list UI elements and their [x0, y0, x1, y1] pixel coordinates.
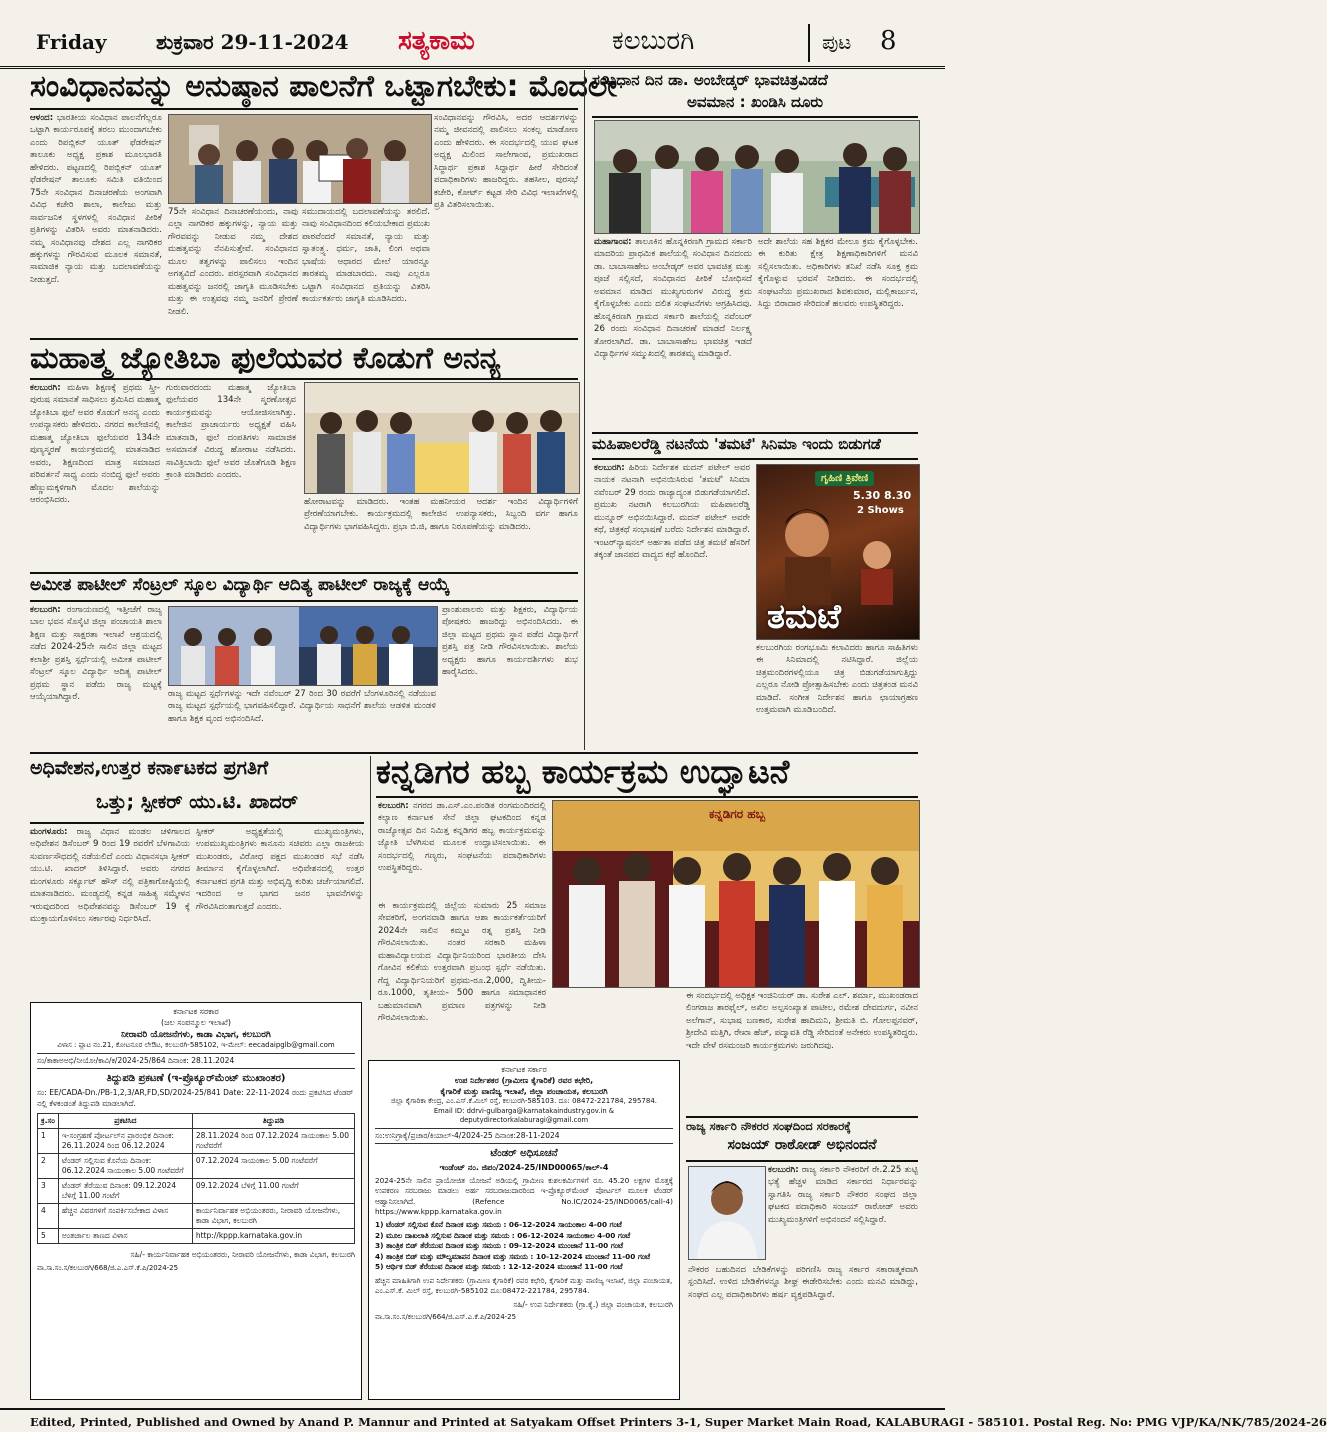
list-item: 4) ತಾಂತ್ರಿಕ ಬಿಡ್ ಮತ್ತು ಮೌಲ್ಯಮಾಪನ ದಿನಾಂಕ ಮತ್ತು ಸಮಯ : 10-12-2024 ಮುಂಜಾನೆ 11-00 ಗಂಟೆ [375, 1251, 651, 1261]
tender1-cell-sl: 1 [38, 1129, 59, 1154]
photo-phule [304, 382, 580, 494]
article-tamate-col2: ಕಲಬುರಗಿಯ ರಂಗಭೂಮಿ ಕಲಾವಿದರು ಹಾಗೂ ಸಾಹಿತಿಗಳು ಈ ಸಿನಿಮಾದಲ್ಲಿ ನಟಿಸಿದ್ದಾರೆ. ಜಿಲ್ಲೆಯ ಚಿತ್ರಮಂದಿರಗಳಲ್ಲಿಯೂ ಚಿತ್ರ ಬಿಡುಗಡೆಯಾಗುತ್ತಿದ್ದು ಎಲ್ಲರೂ ನೋಡಿ ಪ್ರೋತ್ಸಾಹಿಸಬೇಕು ಎಂದು ಚಿತ್ರತಂಡ ಮನವಿ ಮಾಡಿದೆ. ಸಂಗೀತ ನಿರ್ದೇಶನ ಹಾಗೂ ಛಾಯಾಗ್ರಹಣ ಉತ್ತಮವಾಗಿ ಮೂಡಿಬಂದಿದೆ. [756, 643, 918, 716]
headline-sanjay-2: ಸಂಜಯ್ ರಾಠೋಡ್ ಅಭಿನಂದನೆ [727, 1137, 877, 1153]
headline-kannada-fest: ಕನ್ನಡಿಗರ ಹಬ್ಬ ಕಾರ್ಯಕ್ರಮ ಉದ್ಘಾಟನೆ [376, 752, 790, 791]
tender1-cell-sl: 2 [38, 1154, 59, 1179]
photo-ambedkar [594, 120, 920, 234]
article-tamate-col1: ಕಲಬುರಗಿ: ಹಿರಿಯ ನಿರ್ದೇಶಕ ಮದನ್ ಪಟೇಲ್ ಅವರ ನಾಯಕ ನಟನಾಗಿ ಅಭಿನಯಿಸಿರುವ 'ತಮಟೆ' ಸಿನಿಮಾ ನವೆಂಬರ್ 29 ರಂದು ರಾಜ್ಯಾದ್ಯಂತ ಬಿಡುಗಡೆಯಾಗಲಿದೆ. ಪ್ರಮುಖ ನಟರಾಗಿ ಕಲಬುರಗಿಯ ಮಹಿಪಾಲರೆಡ್ಡಿ ಮುನ್ನೂರ್ ಅಭಿನಯಿಸಿದ್ದಾರೆ. ಮದನ್ ಪಟೇಲ್ ಅವರೇ ಕಥೆ, ಚಿತ್ರಕಥೆ ಸಂಭಾಷಣೆ ಬರೆದು ನಿರ್ದೇಶನ ಮಾಡಿದ್ದಾರೆ. ಇಂಟರ್‌ನ್ಯಾಷನಲ್ ಅರ್ಹತಾ ಪಡೆದ ಚಿತ್ರ ತಮಟೆ ಹೆಸರಿಗೆ ತಕ್ಕಂತೆ ಜಾನಪದ ವಾದ್ಯದ ಕಥೆ ಹೊಂದಿದೆ. [594, 463, 751, 561]
tender1-cell-corrected: 09.12.2024 ಬೆಳಿಗ್ಗೆ 11.00 ಗಂಟೆಗೆ [192, 1179, 354, 1204]
tender2-sign: ಸಹಿ/- ಉಪ ನಿರ್ದೇಶಕರು (ಗ್ರಾ.ಕೈ.) ಜಿಲ್ಲಾ ಪಂಚಾಯತ, ಕಲಬುರಗಿ [513, 1300, 673, 1310]
tender1-cell-corrected: 07.12.2024 ಸಾಯಂಕಾಲ 5.00 ಗಂಟೆವರೆಗೆ [192, 1154, 354, 1179]
tender1-cell-sl: 4 [38, 1204, 59, 1229]
headline-amit-patil: ಅಮೀತ ಪಾಟೀಲ್ ಸೆಂಟ್ರಲ್ ಸ್ಕೂಲ ವಿದ್ಯಾರ್ಥಿ ಆದಿತ್ಯ ಪಾಟೀಲ್ ರಾಜ್ಯಕ್ಕೆ ಆಯ್ಕೆ [30, 575, 450, 595]
headline-constitution: ಸಂವಿಧಾನವನ್ನು ಅನುಷ್ಠಾನ ಪಾಲನೆಗೆ ಒಟ್ಟಾಗಬೇಕು: ಮೊದಲೇ [30, 69, 618, 104]
table-row [38, 1154, 355, 1179]
tender1-col-published: ಪ್ರಕಟಿಸಿದ [58, 1114, 192, 1129]
tender1-sign: ಸಹಿ/- ಕಾರ್ಯನಿರ್ವಾಹಕ ಅಭಿಯಂತರರು, ನೀರಾವರಿ ಯೋಜನೆಗಳು, ಕಾಡಾ ವಿಭಾಗ, ಕಲಬುರಗಿ [130, 1250, 355, 1260]
photo-sanjay [688, 1166, 766, 1260]
tender1-cell-corrected: 28.11.2024 ರಿಂದ 07.12.2024 ಸಾಯಂಕಾಲ 5.00 ಗಂಟೆವರೆಗೆ [192, 1129, 354, 1154]
headline-session-1: ಅಧಿವೇಶನ,ಉತ್ತರ ಕನಾ೯ಟಕದ ಪ್ರಗತಿಗೆ [30, 757, 269, 779]
article-amit-patil-col1: ಕಲಬುರಗಿ: ರಂಗಾಯಣದಲ್ಲಿ ಇತ್ತೀಚೆಗೆ ರಾಜ್ಯ ಬಾಲ ಭವನ ಸೊಸೈಟಿ ಜಿಲ್ಲಾ ಪಂಚಾಯತಿ ಶಾಲಾ ಶಿಕ್ಷಣ ಮತ್ತು ಸಾಕ್ಷರತಾ ಇಲಾಖೆ ಆಶ್ರಯದಲ್ಲಿ ನಡೆದ 2024-25ನೇ ಸಾಲಿನ ಜಿಲ್ಲಾ ಮಟ್ಟದ ಕಲಾಶ್ರೀ ಪ್ರಶಸ್ತಿ ಸ್ಪರ್ಧೆಯಲ್ಲಿ ಅಮೀತ ಪಾಟೀಲ್ ಸೆಂಟ್ರಲ್ ಸ್ಕೂಲ ವಿದ್ಯಾರ್ಥಿ ಆದಿತ್ಯ ಪಾಟೀಲ್ ಪ್ರಥಮ ಸ್ಥಾನ ಪಡೆದು ರಾಜ್ಯ ಮಟ್ಟಕ್ಕೆ ಆಯ್ಕೆಯಾಗಿದ್ದಾರೆ. [30, 605, 162, 703]
masthead-day: Friday [36, 30, 107, 54]
table-row [38, 1129, 355, 1154]
headline-ambedkar-1: ಸಂವಿಧಾನ ದಿನ ಡಾ. ಅಂಬೇಡ್ಕರ್ ಭಾವಚಿತ್ರವಿಡದೆ [592, 71, 828, 89]
article-phule-col1: ಕಲಬುರಗಿ: ಮಹಿಳಾ ಶಿಕ್ಷಣಕ್ಕೆ ಪ್ರಥಮ ಸ್ತ್ರೀ-ಪುರುಷ ಸಮಾನತೆ ಸಾಧಿಸಲು ಶ್ರಮಿಸಿದ ಮಹಾತ್ಮ ಜ್ಯೋತಿಬಾ ಫುಲೆ ಅವರ ಕೊಡುಗೆ ಅನನ್ಯ ಎಂದು ಉಪನ್ಯಾಸಕರು ಹೇಳಿದರು. ನಗರದ ಕಾಲೇಜಿನಲ್ಲಿ ಮಹಾತ್ಮ ಜ್ಯೋತಿಬಾ ಫುಲೆಯವರ 134ನೇ ಪುಣ್ಯಸ್ಮರಣೆ ಕಾರ್ಯಕ್ರಮದಲ್ಲಿ ಮಾತನಾಡಿದ ಅವರು, ಶಿಕ್ಷಣದಿಂದ ಮಾತ್ರ ಸಮಾಜದ ಪರಿವರ್ತನೆ ಸಾಧ್ಯ ಎಂದು ನಂಬಿದ್ದ ಫುಲೆ ಅವರು ಹೆಣ್ಣುಮಕ್ಕಳಿಗಾಗಿ ಮೊದಲ ಶಾಲೆಯನ್ನು ಆರಂಭಿಸಿದರು. [30, 383, 161, 506]
masthead-paper-name: ಸತ್ಯಕಾಮ [398, 26, 475, 56]
article-constitution-col4: ಸಂವಿಧಾನವನ್ನು ಗೌರವಿಸಿ, ಅದರ ಆದರ್ಶಗಳನ್ನು ನಮ್ಮ ಜೀವನದಲ್ಲಿ ಪಾಲಿಸಲು ಸಂಕಲ್ಪ ಮಾಡೋಣ ಎಂದು ಹೇಳಿದರು. ಈ ಸಂದರ್ಭದಲ್ಲಿ ಯುವ ಘಟಕ ಅಧ್ಯಕ್ಷ ಮಿಲಿಂದ ಸಾಲೇಗಾಂವ, ಪ್ರಮುಖರಾದ ಸಿದ್ಧಾರ್ಥ ಪ್ರಕಾಶ ಸಿದ್ದಾರ್ಥ ಹೀರೆ ಸೇರಿದಂತೆ ಪದಾಧಿಕಾರಿಗಳು ಹಾಜರಿದ್ದರು. ತಹಸೀಲ, ಪುರಸಭೆ ಕಚೇರಿ, ಕೋರ್ಟ್ ಕಟ್ಟಡ ಸೇರಿ ವಿವಿಧ ಇಲಾಖೆಗಳಲ್ಲಿ ಪ್ರತಿ ವಿತರಿಸಲಾಯಿತು. [434, 113, 578, 211]
page-label: ಪುಟ [822, 30, 852, 54]
photo-kannada-fest [552, 800, 920, 988]
tender1-cell-sl: 3 [38, 1179, 59, 1204]
poster-title: ತಮಟೆ [767, 597, 841, 637]
article-kannada-fest-col2: ಈ ಕಾರ್ಯಕ್ರಮದಲ್ಲಿ ಜಿಲ್ಲೆಯ ಸುಮಾರು 25 ಸಮಾಜ ಸೇವಕರಿಗೆ, ಅಂಗನವಾಡಿ ಹಾಗೂ ಆಶಾ ಕಾರ್ಯಕರ್ತೆಯರಿಗೆ 2024ನೇ ಸಾಲಿನ ಕಮ್ಮಟ ರತ್ನ ಪ್ರಶಸ್ತಿ ನೀಡಿ ಗೌರವಿಸಲಾಯಿತು. ನಂತರ ಸರಕಾರಿ ಮಹಿಳಾ ಮಹಾವಿದ್ಯಾಲಯದ ವಿದ್ಯಾರ್ಥಿನಿಯರಿಂದ ಭಾರತೀಯ ದೇಸಿ ಗೋವಿನ ಕಲಿಕೆಯ ಉತ್ತರವಾಗಿ ಪ್ರಬಂಧ ಸ್ಪರ್ಧೆ ನಡೆಯಿತು. ಗೆದ್ದ ವಿದ್ಯಾರ್ಥಿನಿಯರಿಗೆ ಪ್ರಥಮ-ರೂ.2,000, ದ್ವಿತೀಯ-ರೂ.1000, ತೃತೀಯ- 500 ಹಾಗೂ ಸಮಾಧಾನಕರ ಬಹುಮಾನವಾಗಿ ಪ್ರಮಾಣ ಪತ್ರಗಳನ್ನು ನೀಡಿ ಗೌರವಿಸಲಾಯಿತು. [378, 901, 546, 1024]
fest-banner-text: ಕನ್ನಡಿಗರ ಹಬ್ಬ [709, 807, 766, 821]
tender2-email: Email ID: ddrvi-gulbarga@karnatakaindustry.gov.in & deputydirectorkalaburagi@gmail.com [433, 1106, 615, 1124]
article-session-col2: ಸ್ಪೀಕರ್ ಅಧ್ಯಕ್ಷತೆಯಲ್ಲಿ ಮುಖ್ಯಮಂತ್ರಿಗಳು, ಉಪಮುಖ್ಯಮಂತ್ರಿಗಳು ಕಾನೂನು ಸಚಿವರು ಎಲ್ಲಾ ರಾಜಕೀಯ ಮುಖಂಡರು, ವಿರೋಧ ಪಕ್ಷದ ಮುಖಂಡರ ಸಭೆ ನಡೆಸಿ ತೀರ್ಮಾನ ಕೈಗೊಳ್ಳಲಾಗಿದೆ. ಅಧಿವೇಶನದಲ್ಲಿ ಉತ್ತರ ಕರ್ನಾಟಕದ ಪ್ರಗತಿ ಮತ್ತು ಅಭಿವೃದ್ಧಿ ಕುರಿತು ಚರ್ಚೆಯಾಗಲಿದೆ. ಇದರಿಂದ ಆ ಭಾಗದ ಜನರ ಭಾವನೆಗಳನ್ನು ಗೌರವಿಸಿದಂತಾಗುತ್ತದೆ ಎಂದರು. [196, 827, 364, 912]
page-number: 8 [880, 26, 897, 56]
article-amit-patil-col2: ರಾಜ್ಯ ಮಟ್ಟದ ಸ್ಪರ್ಧೆಗಳನ್ನು ಇದೇ ನವೆಂಬರ್ 27 ರಿಂದ 30 ರವರೆಗೆ ಬೆಂಗಳೂರಿನಲ್ಲಿ ನಡೆಯುವ ರಾಜ್ಯ ಮಟ್ಟದ ಸ್ಪರ್ಧೆಯಲ್ಲಿ ಭಾಗವಹಿಸಲಿದ್ದಾರೆ. ವಿದ್ಯಾರ್ಥಿಯ ಸಾಧನೆಗೆ ಶಾಲೆಯ ಆಡಳಿತ ಮಂಡಳಿ ಹಾಗೂ ಶಿಕ್ಷಕ ವೃಂದ ಅಭಿನಂದಿಸಿದೆ. [168, 689, 436, 724]
tender2-schedule [375, 1220, 673, 1273]
tender2-note: ಹೆಚ್ಚಿನ ಮಾಹಿತಿಗಾಗಿ ಉಪ ನಿರ್ದೇಶಕರು (ಗ್ರಾಮೀಣ ಕೈಗಾರಿಕೆ) ರವರ ಕಛೇರಿ, ಕೈಗಾರಿಕೆ ಮತ್ತು ವಾಣಿಜ್ಯ ಇಲಾಖೆ, ಜಿಲ್ಲಾ ಪಂಚಾಯತ, ಎಂ.ಎಸ್.ಕೆ. ಮಿಲ್ ರಸ್ತೆ, ಕಲಬುರಗಿ-585102 ದೂ:08472-221784, 295784. [375, 1275, 673, 1295]
poster-tamate [756, 464, 920, 640]
article-kannada-fest-col1: ಕಲಬುರಗಿ: ನಗರದ ಡಾ.ಎಸ್.ಎಂ.ಪಂಡಿತ ರಂಗಮಂದಿರದಲ್ಲಿ ಕಲ್ಯಾಣ ಕರ್ನಾಟಕ ಸೇನೆ ಜಿಲ್ಲಾ ಘಟಕದಿಂದ ಕನ್ನಡ ರಾಜ್ಯೋತ್ಸವ ದಿನ ನಿಮಿತ್ತ ಕನ್ನಡಿಗರ ಹಬ್ಬ ಕಾರ್ಯಕ್ರಮವನ್ನು ಜ್ಯೋತಿ ಬೆಳಗಿಸುವ ಮೂಲಕ ಉದ್ಘಾಟಿಸಲಾಯಿತು. ಈ ಸಂದರ್ಭದಲ್ಲಿ ಗಣ್ಯರು, ಸಂಘಟನೆಯ ಪದಾಧಿಕಾರಿಗಳು ಉಪಸ್ಥಿತರಿದ್ದರು. [378, 801, 547, 874]
masthead-date: ಶುಕ್ರವಾರ 29-11-2024 [156, 30, 349, 54]
list-item: 1) ಟೆಂಡರ್ ಸಲ್ಲಿಸುವ ಕೊನೆ ದಿನಾಂಕ ಮತ್ತು ಸಮಯ : 06-12-2024 ಸಾಯಂಕಾಲ 4-00 ಗಂಟೆ [375, 1219, 622, 1229]
tender1-org1: ಕರ್ನಾಟಕ ಸರಕಾರ [173, 1007, 219, 1016]
tender1-cell-corrected: http://kppp.karnataka.gov.in [192, 1229, 354, 1244]
list-item: 2) ಮೂಲ ದಾಖಲಾತಿ ಸಲ್ಲಿಸುವ ದಿನಾಂಕ ಮತ್ತು ಸಮಯ : 06-12-2024 ಸಾಯಂಕಾಲ 4-00 ಗಂಟೆ [375, 1230, 631, 1240]
article-ambedkar-col1: ಮಹಾಗಾಂವ: ತಾಲೂಕಿನ ಹೊನ್ನಕಿರಣಗಿ ಗ್ರಾಮದ ಸರ್ಕಾರಿ ಮಾದರಿಯ ಪ್ರಾಥಮಿಕ ಶಾಲೆಯಲ್ಲಿ ಸಂವಿಧಾನ ದಿನದಂದು ಡಾ. ಬಾಬಾಸಾಹೇಬ ಅಂಬೇಡ್ಕರ್ ಅವರ ಭಾವಚಿತ್ರ ಮತ್ತು ಪೂಜೆ ಸಲ್ಲಿಸದೆ, ಸಂವಿಧಾನದ ಪೀಠಿಕೆ ಬೋಧಿಸದೆ ಅವಮಾನ ಮಾಡಿದ ಮುಖ್ಯಗುರುಗಳ ವಿರುದ್ಧ ಕ್ರಮ ಕೈಗೊಳ್ಳಬೇಕು ಎಂದು ದಲಿತ ಸಂಘಟನೆಗಳು ಆಗ್ರಹಿಸಿದವು. ಹೊನ್ನಕಿರಣಗಿ ಗ್ರಾಮದ ಸರ್ಕಾರಿ ಶಾಲೆಯಲ್ಲಿ ನವೆಂಬರ್ 26 ರಂದು ಸಂವಿಧಾನ ದಿನಾಚರಣೆ ಮಾಡದೆ ನಿರ್ಲಕ್ಷ್ಯ ತೋರಲಾಗಿದೆ. ಡಾ. ಬಾಬಾಸಾಹೇಬ ಭಾವಚಿತ್ರ ಇಡದೆ ವಿದ್ಯಾರ್ಥಿಗಳ ಸಮ್ಮುಖದಲ್ಲಿ ತಾರತಮ್ಯ ಮಾಡಿದ್ದಾರೆ. [594, 237, 752, 360]
tender1-cell-published: ಟೆಂಡರ್ ಸಲ್ಲಿಸುವ ಕೊನೆಯ ದಿನಾಂಕ: 06.12.2024 ಸಾಯಂಕಾಲ 5.00 ಗಂಟೆವರೆಗೆ [58, 1154, 192, 1179]
tender1-table [37, 1113, 355, 1244]
masthead-city: ಕಲಬುರಗಿ [612, 26, 695, 56]
article-kannada-fest-col3: ಈ ಸಂದರ್ಭದಲ್ಲಿ ಅಧಿಕ್ಷಕ ಇಂಜಿನಿಯರ್ ಡಾ. ಸುರೇಶ ಎಲ್. ಶರ್ಮಾ, ಮುಖಂಡರಾದ ಲಿಂಗರಾಜ ತಾರಫೈಲ್, ಅಖಿಲ ಅಲ್ಪಸಂಖ್ಯಾತ ಪಾಟೀಲ, ರಮೇಶ ದೇವದುರ್ಗ, ನವೀನ ಅಲೆಗಾನ್, ಸುಭಾಷ ಬಣಕಾರ, ಸುರೇಶ ಹಾದಿಮನಿ, ಶ್ರೀಮತಿ ಬಿ. ಗೋಲಪ್ಪನವರ್, ಶ್ರೀದೇವಿ ಮತ್ತಿಗಿ, ರೇಖಾ ಹೆಚ್, ಪದ್ಮಾವತಿ ರೆಡ್ಡಿ ಸೇರಿದಂತೆ ಅನೇಕರು ಉಪಸ್ಥಿತರಿದ್ದರು. ಇದೇ ವೇಳೆ ರಸಮಂಜರಿ ಕಾರ್ಯಕ್ರಮಗಳು ಜರುಗಿದವು. [686, 991, 918, 1051]
article-constitution-col1: ಆಳಂದ: ಭಾರತೀಯ ಸಂವಿಧಾನ ಪಾಲನೆಗೆಲ್ಲರೂ ಒಟ್ಟಾಗಿ ಕಾರ್ಯರೂಪಕ್ಕೆ ತರಲು ಮುಂದಾಗಬೇಕು ಎಂದು ರಿಪಬ್ಲಿಕನ್ ಯೂತ್ ಫೆಡರೇಷನ್ ತಾಲೂಕು ಅಧ್ಯಕ್ಷ ಪ್ರಕಾಶ ಮೂಲಭಾರತಿ ಹೇಳಿದರು. ಪಟ್ಟಣದಲ್ಲಿ ರಿಪಬ್ಲಿಕನ್ ಯೂತ್ ಫೆಡರೇಷನ್ ತಾಲೂಕು ಸಮಿತಿ ವತಿಯಿಂದ 75ನೇ ಸಂವಿಧಾನ ದಿನಾಚರಣೆಯ ಅಂಗವಾಗಿ ವಿವಿಧ ಕಚೇರಿ ಶಾಲಾ, ಕಾಲೇಜು ಮತ್ತು ಸಾರ್ವಜನಿಕ ಸ್ಥಳಗಳಲ್ಲಿ ಸಂವಿಧಾನ ಪೀಠಿಕೆ ಪ್ರತಿಗಳನ್ನು ವಿತರಿಸಿ ಅವರು ಮಾತನಾಡಿದರು. ನಮ್ಮ ಸಂವಿಧಾನವು ದೇಶದ ಎಲ್ಲ ನಾಗರಿಕರ ಹಕ್ಕುಗಳನ್ನು ಗೌರವಿಸುವ ಮೂಲಕ ಸಮಾನತೆ, ಸಾಮಾಜಿಕ ನ್ಯಾಯ ಮತ್ತು ಬದಲಾವಣೆಯನ್ನು ನೀಡುತ್ತದೆ. [30, 113, 162, 285]
tender1-ref: ಸಂ/ಕಾಕಾಅಅಭಿ/ನೀಯೋ/ಕಾವಿ/ಕ/2024-25/864 ದಿನಾಂಕ: 28.11.2024 [37, 1053, 355, 1069]
page-number-box [808, 24, 940, 62]
table-row [38, 1204, 355, 1229]
article-constitution-col2: 75ನೇ ಸಂವಿಧಾನ ದಿನಾಚರಣೆಯಂದು, ನಾವು ಎಲ್ಲಾ ನಾಗರಿಕರ ಹಕ್ಕುಗಳನ್ನು, ನ್ಯಾಯ ಮತ್ತು ಗೌರವವನ್ನು ನೀಡುವ ನಮ್ಮ ದೇಶದ ಮಹತ್ವವನ್ನು ನೆನಪಿಸುತ್ತೇವೆ. ಸಂವಿಧಾನದ ಮೂಲ ತತ್ವಗಳನ್ನು ಪಾಲಿಸಲು ಇಂದಿನ ಅಗತ್ಯವಿದೆ ಎಂದರು. ಪರಸ್ಪರವಾಗಿ ಸಂವಿಧಾನದ ಮಹತ್ವವನ್ನು ಜನರಲ್ಲಿ ಜಾಗೃತಿ ಮೂಡಿಸಬೇಕು ಮತ್ತು ಈ ಉತ್ಸವವು ನಮ್ಮ ಜನರಿಗೆ ಪ್ರೇರಣೆ ನೀಡಲಿ. [168, 207, 298, 317]
poster-shows: 2 Shows [857, 505, 904, 516]
article-session-col1: ಮಂಗಳೂರು: ರಾಜ್ಯ ವಿಧಾನ ಮಂಡಲ ಚಳಿಗಾಲದ ಅಧಿವೇಶನ ಡಿಸೆಂಬರ್ 9 ರಿಂದ 19 ರವರೆಗೆ ಬೆಳಗಾವಿಯ ಸುವರ್ಣಸೌಧದಲ್ಲಿ ನಡೆಯಲಿದೆ ಎಂದು ವಿಧಾನಸಭಾ ಸ್ಪೀಕರ್ ಯು.ಟಿ. ಖಾದರ್ ತಿಳಿಸಿದ್ದಾರೆ. ಅವರು ನಗರದ ಮಂಗಳೂರು ಸರ್ಕ್ಯೂಟ್ ಹೌಸ್ ನಲ್ಲಿ ಪತ್ರಿಕಾಗೋಷ್ಠಿಯಲ್ಲಿ ಮಾತನಾಡಿದರು. ಮಂಡ್ಯದಲ್ಲಿ ಕನ್ನಡ ಸಾಹಿತ್ಯ ಸಮ್ಮೇಳನ ಇರುವುದರಿಂದ ಅಧಿವೇಶನವನ್ನು ಡಿಸೆಂಬರ್ 19 ಕ್ಕೆ ಮುಕ್ತಾಯಗೊಳಿಸಲು ಸರ್ಕಾರವು ನಿರ್ಧರಿಸಿದೆ. [30, 827, 190, 925]
tender2-address: ಜಿಲ್ಲಾ ಕೈಗಾರಿಕಾ ಕೇಂದ್ರ, ಎಂ.ಎಸ್.ಕೆ.ಮಿಲ್ ರಸ್ತೆ, ಕಲಬುರಗಿ-585103. ದೂ: 08472-221784, 295784. [390, 1097, 657, 1106]
tender1-cell-corrected: ಕಾರ್ಯನಿರ್ವಾಹಕ ಅಭಿಯಂತರರು, ನೀರಾವರಿ ಯೋಜನೆಗಳು, ಕಾಡಾ ವಿಭಾಗ, ಕಲಬುರಗಿ [192, 1204, 354, 1229]
tender2-indent: ಇಂಡೆಂಟ್ ನಂ. ಜಿಪಂ/2024-25/IND00065/ಕಾಲ್-4 [439, 1163, 609, 1173]
tender1-ref-foot: ವಾ.ಸಾ.ಸಂ.ಸ/ಕಲಬುರಗಿ/668/ಜಿ.ಎ.ಎಸ್.ಕೆ.ಪಿ/2024-25 [37, 1264, 179, 1273]
tender2-title: ಟೆಂಡರ್ ಅಧಿಸೂಚನೆ [490, 1148, 558, 1160]
article-phule-col2: ಗುರುವಾರದಂದು ಮಹಾತ್ಮ ಜ್ಯೋತಿಬಾ ಫುಲೆಯವರ 134ನೇ ಸ್ಮರಣೋತ್ಸವ ಕಾರ್ಯಕ್ರಮವನ್ನು ಆಯೋಜಿಸಲಾಗಿತ್ತು. ಕಾಲೇಜಿನ ಪ್ರಾಚಾರ್ಯರು ಅಧ್ಯಕ್ಷತೆ ವಹಿಸಿ ಮಾತನಾಡಿ, ಫುಲೆ ದಂಪತಿಗಳು ಸಾಮಾಜಿಕ ಅಸಮಾನತೆ ವಿರುದ್ಧ ಹೋರಾಟ ನಡೆಸಿದರು. ಸಾವಿತ್ರಿಬಾಯಿ ಫುಲೆ ಅವರ ಜೊತೆಗೂಡಿ ಶಿಕ್ಷಣ ಕ್ರಾಂತಿ ಮಾಡಿದರು ಎಂದರು. [166, 383, 296, 481]
article-ambedkar-col2: ಅದೇ ಶಾಲೆಯ ಸಹ ಶಿಕ್ಷಕರ ಮೇಲೂ ಕ್ರಮ ಕೈಗೊಳ್ಳಬೇಕು. ಈ ಕುರಿತು ಕ್ಷೇತ್ರ ಶಿಕ್ಷಣಾಧಿಕಾರಿಗಳಿಗೆ ಮನವಿ ಸಲ್ಲಿಸಲಾಯಿತು. ಅಧಿಕಾರಿಗಳು ತನಿಖೆ ನಡೆಸಿ ಸೂಕ್ತ ಕ್ರಮ ಕೈಗೊಳ್ಳುವ ಭರವಸೆ ನೀಡಿದರು. ಈ ಸಂದರ್ಭದಲ್ಲಿ ಸಂಘಟನೆಯ ಪ್ರಮುಖರಾದ ಶಿವಕುಮಾರ, ಮಲ್ಲಿಕಾರ್ಜುನ, ಸಿದ್ದು ಬಿರಾದಾರ ಸೇರಿದಂತೆ ಹಲವರು ಉಪಸ್ಥಿತರಿದ್ದರು. [758, 237, 918, 310]
tender2-body: 2024-25ನೇ ಸಾಲಿನ ಪ್ರಾಯೋಜಿತ ಯೋಜನೆ ಅಡಿಯಲ್ಲಿ ಗ್ರಾಮೀಣ ಕುಶಲಕರ್ಮಿಗಳಿಗೆ ರೂ. 45.20 ಲಕ್ಷಗಳ ಮೊತ್ತಕ್ಕೆ ಉಪಕರಣ ಸರಬರಾಜು ಮಾಡಲು ಅರ್ಹ ಸರಬರಾಜುದಾರರಿಂದ ಇ-ಪ್ರೊಕ್ಯೂರ್‌ಮೆಂಟ್ ಪೋರ್ಟಲ್ ಮೂಲಕ ಟೆಂಡರ್ ಆಹ್ವಾನಿಸಲಾಗಿದೆ. (Refence No.IC/2024-25/IND0065/call-4) https://www.kppp.karnataka.gov.in [375, 1176, 673, 1216]
headline-sanjay-1: ರಾಜ್ಯ ಸರ್ಕಾರಿ ನೌಕರರ ಸಂಘದಿಂದ ಸರಕಾರಕ್ಕೆ [686, 1119, 851, 1133]
tender1-col-sl: ಕ್ರ.ಸಂ [38, 1114, 59, 1129]
tender2-org3: ಕೈಗಾರಿಕೆ ಮತ್ತು ವಾಣಿಜ್ಯ ಇಲಾಖೆ, ಜಿಲ್ಲಾ ಪಂಚಾಯತ, ಕಲಬುರಗಿ [440, 1086, 608, 1096]
tender1-address: ವಿಳಾಸ : ಪ್ಲಾಟ ನಂ.21, ಕೋಟನೂರ ಲೇಔಟ, ಕಲಬುರಗಿ-585102, ಇ-ಮೇಲ್: eecadaipglb@gmail.com [57, 1040, 335, 1049]
photo-constitution [168, 114, 432, 204]
tender1-title: ತಿದ್ದುಪಡಿ ಪ್ರಕಟಣೆ (ಇ-ಪ್ರೊಕ್ಯೂರ್‌ಮೆಂಟ್ ಮುಖಾಂತರ) [106, 1073, 286, 1085]
tender2-ref: ಸಂ:ಉನಿಗ್ರಾಕೈ/ಪ್ರಚಾರ/ಕಿಯಾಲ್-4/2024-25 ದಿನಾಂಕ:28-11-2024 [375, 1128, 673, 1144]
tender1-cell-published: ಅಂತರ್ಜಾಲ ತಾಣದ ವಿಳಾಸ [58, 1229, 192, 1244]
tender1-cell-published: ಹೆಚ್ಚಿನ ವಿವರಗಳಿಗೆ ಸಂಪರ್ಕಿಸಬೇಕಾದ ವಿಳಾಸ [58, 1204, 192, 1229]
tender1-org2: (ಜಲ ಸಂಪನ್ಮೂಲ ಇಲಾಖೆ) [161, 1017, 231, 1027]
tender2-org1: ಕರ್ನಾಟಕ ಸರ್ಕಾರ [501, 1065, 547, 1074]
tender2-ref-foot: ವಾ.ಸಾ.ಸಂ.ಸ/ಕಲಬುರಗಿ/664/ಜಿ.ಎಸ್.ಎ.ಕೆ.ಪಿ/2024-25 [375, 1313, 517, 1322]
tender1-cell-published: ಟೆಂಡರ್ ತೆರೆಯುವ ದಿನಾಂಕ: 09.12.2024 ಬೆಳಿಗ್ಗೆ 11.00 ಗಂಟೆಗೆ [58, 1179, 192, 1204]
article-amit-patil-col3: ಪ್ರಾಂಶುಪಾಲರು ಮತ್ತು ಶಿಕ್ಷಕರು, ವಿದ್ಯಾರ್ಥಿಯ ಪೋಷಕರು ಹಾಜರಿದ್ದು ಅಭಿನಂದಿಸಿದರು. ಈ ಜಿಲ್ಲಾ ಮಟ್ಟದ ಪ್ರಥಮ ಸ್ಥಾನ ಪಡೆದ ವಿದ್ಯಾರ್ಥಿಗೆ ಪ್ರಶಸ್ತಿ ಪತ್ರ ನೀಡಿ ಗೌರವಿಸಲಾಯಿತು. ಶಾಲೆಯ ಅಧ್ಯಕ್ಷರು ಹಾಗೂ ಕಾರ್ಯದರ್ಶಿಗಳು ಶುಭ ಹಾರೈಸಿದರು. [442, 605, 578, 678]
imprint-footer: Edited, Printed, Published and Owned by Anand P. Mannur and Printed at Satyakam Offset Printers 3-1, Super Market Main Road, KALABURAGI - 585101. Postal Reg. No: PMG VJP/KA/NK/785/2024-26 [0, 1408, 945, 1432]
table-row [38, 1179, 355, 1204]
article-constitution-col3: ಸಮುದಾಯದಲ್ಲಿ ಬದಲಾವಣೆಯನ್ನು ತರಲಿದೆ. ನಾವು ಸಂವಿಧಾನದಿಂದ ಕಲಿಯಬೇಕಾದ ಪ್ರಮುಖ ಪಾಠವೆಂದರೆ ಸಮಾನತೆ, ನ್ಯಾಯ ಮತ್ತು ಸ್ವಾತಂತ್ರ್ಯ. ಧರ್ಮ, ಜಾತಿ, ಲಿಂಗ ಅಥವಾ ಭಾಷೆಯ ಆಧಾರದ ಮೇಲೆ ಯಾರನ್ನೂ ತಾರತಮ್ಯ ಮಾಡಬಾರದು. ನಾವು ಎಲ್ಲರೂ ಒಟ್ಟಾಗಿ ಸಂವಿಧಾನದ ಪ್ರತಿಯನ್ನು ವಿತರಿಸಿ ಕಾರ್ಯಕರ್ತರು ಜಾಗೃತಿ ಮೂಡಿಸಿದರು. [302, 207, 430, 305]
article-phule-col3: ಹೋರಾಟವನ್ನು ಮಾಡಿದರು. ಇಂತಹ ಮಹನೀಯರ ಆದರ್ಶ ಇಂದಿನ ವಿದ್ಯಾರ್ಥಿಗಳಿಗೆ ಪ್ರೇರಣೆಯಾಗಬೇಕು. ಕಾರ್ಯಕ್ರಮದಲ್ಲಿ ಕಾಲೇಜಿನ ಉಪನ್ಯಾಸಕರು, ಸಿಬ್ಬಂದಿ ವರ್ಗ ಹಾಗೂ ವಿದ್ಯಾರ್ಥಿಗಳು ಭಾಗವಹಿಸಿದ್ದರು. ಪ್ರಭಾ ಬಿ.ಜಿ, ಹಾಗೂ ನಿರೂಪಣೆಯನ್ನು ಮಾಡಿದರು. [304, 497, 578, 532]
article-sanjay-col2: ನೌಕರರ ಬಹುದಿನದ ಬೇಡಿಕೆಗಳನ್ನು ಪರಿಗಣಿಸಿ ರಾಜ್ಯ ಸರ್ಕಾರ ಸಕಾರಾತ್ಮಕವಾಗಿ ಸ್ಪಂದಿಸಿದೆ. ಉಳಿದ ಬೇಡಿಕೆಗಳನ್ನೂ ಶೀಘ್ರ ಈಡೇರಿಸಬೇಕು ಎಂದು ಮನವಿ ಮಾಡಿದ್ದು, ಸಂಘದ ಎಲ್ಲ ಪದಾಧಿಕಾರಿಗಳು ಹರ್ಷ ವ್ಯಕ್ತಪಡಿಸಿದ್ದಾರೆ. [688, 1265, 918, 1300]
tender2-org2: ಉಪ ನಿರ್ದೇಶಕರ (ಗ್ರಾಮೀಣ ಕೈಗಾರಿಕೆ) ರವರ ಕಛೇರಿ, [454, 1075, 594, 1085]
article-sanjay-col1: ಕಲಬುರಗಿ: ರಾಜ್ಯ ಸರ್ಕಾರಿ ನೌಕರರಿಗೆ ರೇ.2.25 ತುಟ್ಟಿ ಭತ್ಯೆ ಹೆಚ್ಚಳ ಮಾಡಿದ ಸರ್ಕಾರದ ನಿರ್ಧಾರವನ್ನು ಸ್ವಾಗತಿಸಿ ರಾಜ್ಯ ಸರ್ಕಾರಿ ನೌಕರರ ಸಂಘದ ಜಿಲ್ಲಾ ಘಟಕದ ಪದಾಧಿಕಾರಿ ಸಂಜಯ್ ರಾಠೋಡ್ ಅವರು ಮುಖ್ಯಮಂತ್ರಿಗಳಿಗೆ ಅಭಿನಂದನೆ ಸಲ್ಲಿಸಿದ್ದಾರೆ. [768, 1165, 919, 1225]
poster-badge: ಗೃಹಿಣಿ ತ್ರಿವೇಣಿ [815, 471, 874, 486]
tender1-intro: ಸಂ: EE/CADA-Dn./PB-1,2,3/AR,FD,SD/2024-25/841 Date: 22-11-2024 ರಂದು ಪ್ರಕಟಿಸಿದ ಟೆಂಡರ್ ನಲ್ಲಿ ಕೆಳಕಂಡಂತೆ ತಿದ್ದುಪಡಿ ಮಾಡಲಾಗಿದೆ. [37, 1088, 354, 1108]
list-item: 5) ಆರ್ಥಿಕ ಬಿಡ್ ತೆರೆಯುವ ದಿನಾಂಕ ಮತ್ತು ಸಮಯ : 12-12-2024 ಮುಂಜಾನೆ 11-00 ಗಂಟೆ [375, 1262, 623, 1272]
list-item: 3) ತಾಂತ್ರಿಕ ಬಿಡ್ ತೆರೆಯುವ ದಿನಾಂಕ ಮತ್ತು ಸಮಯ : 09-12-2024 ಮುಂಜಾನೆ 11-00 ಗಂಟೆ [375, 1241, 624, 1251]
headline-tamate: ಮಹಿಪಾಲರೆಡ್ಡಿ ನಟನೆಯ 'ತಮಟೆ' ಸಿನಿಮಾ ಇಂದು ಬಿಡುಗಡೆ [592, 435, 881, 453]
headline-phule: ಮಹಾತ್ಮ ಜ್ಯೋತಿಬಾ ಫುಲೆಯವರ ಕೊಡುಗೆ ಅನನ್ಯ [30, 341, 501, 376]
tender1-col-corrected: ತಿದ್ದುಪಡಿ [192, 1114, 354, 1129]
tender-notice-cada [30, 1002, 362, 1400]
table-row [38, 1229, 355, 1244]
headline-session-2: ಒತ್ತು; ಸ್ಪೀಕರ್ ಯು.ಟಿ. ಖಾದರ್ [96, 791, 298, 813]
tender1-org3: ನೀರಾವರಿ ಯೋಜನೆಗಳು, ಕಾಡಾ ವಿಭಾಗ, ಕಲಬುರಗಿ [121, 1029, 271, 1040]
tender1-cell-sl: 5 [38, 1229, 59, 1244]
photo-amit-patil [168, 606, 438, 686]
tender-notice-industries [368, 1060, 680, 1400]
masthead [0, 0, 945, 69]
tender1-cell-published: ಇ-ಸಂಗ್ರಹಣೆ ಪೋರ್ಟಲ್‌ನ ಪ್ರಾರಂಭಿಕ ದಿನಾಂಕ: 26.11.2024 ರಿಂದ 06.12.2024 [58, 1129, 192, 1154]
headline-ambedkar-2: ಅವಮಾನ : ಖಂಡಿಸಿ ದೂರು [686, 93, 824, 111]
poster-times: 5.30 8.30 [853, 489, 912, 502]
